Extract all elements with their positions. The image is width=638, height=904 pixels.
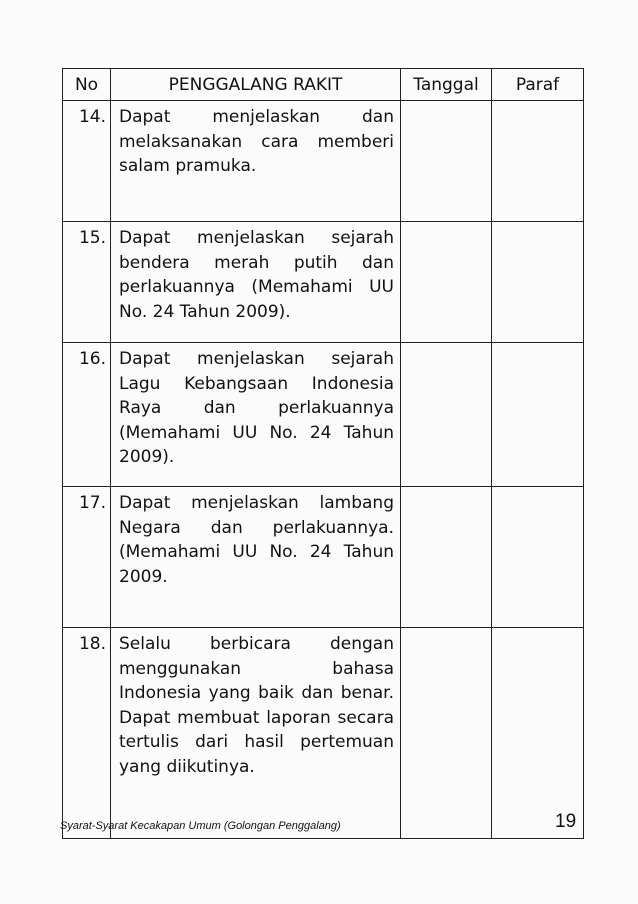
date-cell[interactable] xyxy=(401,101,492,222)
sign-cell[interactable] xyxy=(492,222,584,343)
table-row xyxy=(63,222,584,343)
row-description: Dapat menjelaskan dan melaksanakan cara memberi salam pramuka. xyxy=(111,101,401,222)
date-cell[interactable] xyxy=(401,487,492,628)
header-sign: Paraf xyxy=(492,69,584,101)
footer-title: Syarat-Syarat Kecakapan Umum (Golongan Penggalang) xyxy=(60,820,341,832)
table-header-row xyxy=(63,69,584,101)
table-row xyxy=(63,343,584,487)
date-cell[interactable] xyxy=(401,222,492,343)
row-description: Selalu berbicara dengan menggunakan bahasa Indonesia yang baik dan benar. Dapat membuat laporan secara tertulis dari hasil pertemuan yang diikutinya. xyxy=(111,628,401,839)
sku-table xyxy=(62,68,584,839)
row-description: Dapat menjelaskan sejarah bendera merah putih dan perlakuannya (Memahami UU No. 24 Tahun 2009). xyxy=(111,222,401,343)
sign-cell[interactable] xyxy=(492,101,584,222)
date-cell[interactable] xyxy=(401,343,492,487)
header-date: Tanggal xyxy=(401,69,492,101)
sign-cell[interactable] xyxy=(492,628,584,839)
row-description: Dapat menjelaskan sejarah Lagu Kebangsaan Indonesia Raya dan perlakuannya (Memahami UU No. 24 Tahun 2009). xyxy=(111,343,401,487)
sign-cell[interactable] xyxy=(492,487,584,628)
table-row xyxy=(63,487,584,628)
row-number: 18. xyxy=(63,628,111,839)
row-number: 15. xyxy=(63,222,111,343)
table-row xyxy=(63,101,584,222)
header-item: PENGGALANG RAKIT xyxy=(111,69,401,101)
header-no: No xyxy=(63,69,111,101)
row-number: 14. xyxy=(63,101,111,222)
row-number: 16. xyxy=(63,343,111,487)
row-number: 17. xyxy=(63,487,111,628)
date-cell[interactable] xyxy=(401,628,492,839)
row-description: Dapat menjelaskan lambang Negara dan perlakuannya. (Memahami UU No. 24 Tahun 2009. xyxy=(111,487,401,628)
table-row xyxy=(63,628,584,839)
page-number: 19 xyxy=(555,811,577,832)
sign-cell[interactable] xyxy=(492,343,584,487)
